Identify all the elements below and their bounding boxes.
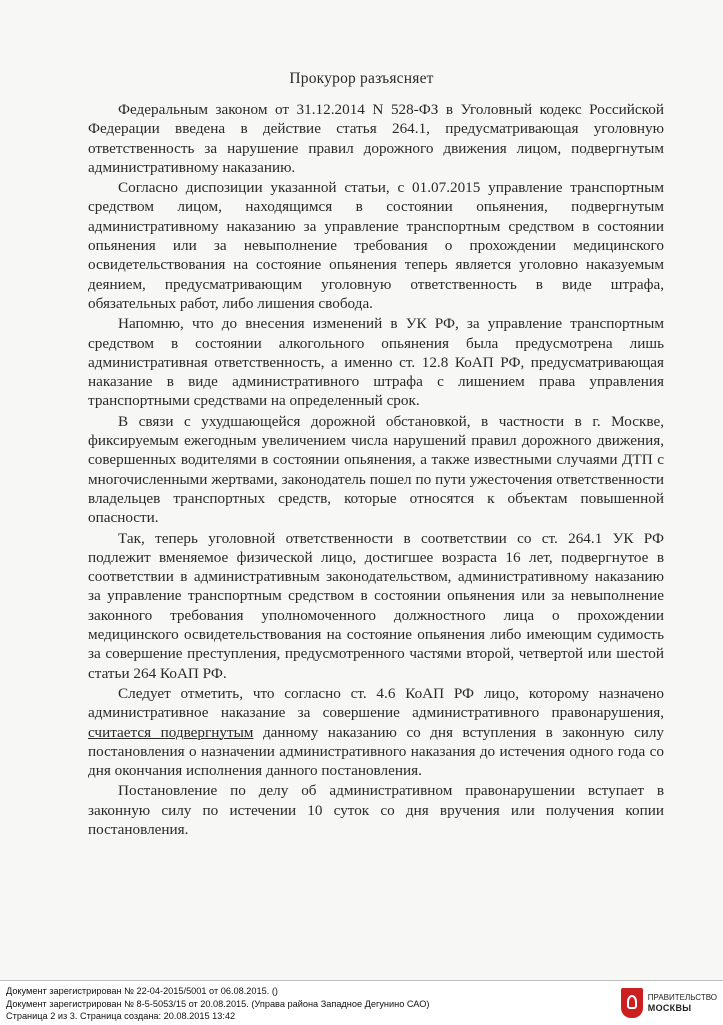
registration-footer [0,980,723,1025]
logo-text [648,993,717,1013]
document-body [88,100,664,840]
paragraph-7: Постановление по делу об административном правонарушении вступает в законную силу по истечении 10 суток со дня вручения или получения копии постановления. [88,782,664,838]
government-logo [621,985,717,1021]
paragraph-6-end: данному наказанию со дня вступления в законную силу постановления о назначении административного наказания до истечения одного года со дня окончания исполнения данного постановления. [88,723,665,780]
logo-line-2: МОСКВЫ [647,1003,692,1013]
paragraph-3: Напомню, что до внесения изменений в УК РФ, за управление транспортным средством в состоянии алкогольного опьянения была предусмотрена лишь административная ответственность, а именно ст. 12.8 КоАП РФ, предусматривающая наказание в виде административного штрафа с лишением права управления транспортными средствами на определенный срок. [88,315,664,410]
paragraph-6-start: Следует отметить, что согласно ст. 4.6 КоАП РФ лицо, которому назначено административное наказание за совершение административного правонарушения, [88,684,664,722]
moscow-emblem-icon [621,988,643,1018]
document-title: Прокурор разъясняет [289,70,434,87]
underlined-phrase: считается подвергнутым [88,723,254,741]
paragraph-2: Согласно диспозиции указанной статьи, с 01.07.2015 управление транспортным средством лицом, находящимся в состоянии опьянения, подвергнутым административному наказанию за управление транспортным средством в состоянии опьянения или за невыполнение требования о прохождении медицинского освидетельствования на состояние опьянения теперь является уголовно наказуемым деянием, предусматривающим уголовную ответственность в виде штрафа, обязательных работ, либо лишения свобода. [88,179,664,312]
paragraph-6 [88,684,664,780]
paragraph-4: В связи с ухудшающейся дорожной обстановкой, в частности в г. Москве, фиксируемым ежегодным увеличением числа нарушений правил дорожного движения, совершенных водителями в состоянии опьянения, а также известными случаями ДТП с многочисленными жертвами, законодатель пошел по пути ужесточения ответственности владельцев транспортных средств, которые относятся к объектам повышенной опасности. [88,412,664,527]
footer-line-2: Документ зарегистрирован № 8-5-5053/15 от 20.08.2015. (Управа района Западное Дегунино САО) [6,998,430,1009]
footer-line-3: Страница 2 из 3. Страница создана: 20.08.2015 13:42 [6,1011,236,1022]
paragraph-1: Федеральным законом от 31.12.2014 N 528-ФЗ в Уголовный кодекс Российской Федерации введена в действие статья 264.1, предусматривающая уголовную ответственность за нарушение правил дорожного движения лицом, подвергнутым административному наказанию. [88,101,664,176]
paragraph-5: Так, теперь уголовной ответственности в соответствии со ст. 264.1 УК РФ подлежит вменяемое физической лицо, достигшее возраста 16 лет, подвергнутое в соответствии в административным законодательством, административному наказанию за управление транспортным средством в состоянии опьянения или за невыполнение законного требования уполномоченного должностного лица о прохождении медицинского освидетельствования на состояние опьянения либо имеющим судимость за совершение преступления, предусмотренного частями второй, четвертой или шестой статьи 264 КоАП РФ. [88,529,664,682]
logo-line-1: ПРАВИТЕЛЬСТВО [647,993,717,1002]
footer-line-1: Документ зарегистрирован № 22-04-2015/5001 от 06.08.2015. () [6,986,278,996]
footer-lines [6,985,429,1023]
